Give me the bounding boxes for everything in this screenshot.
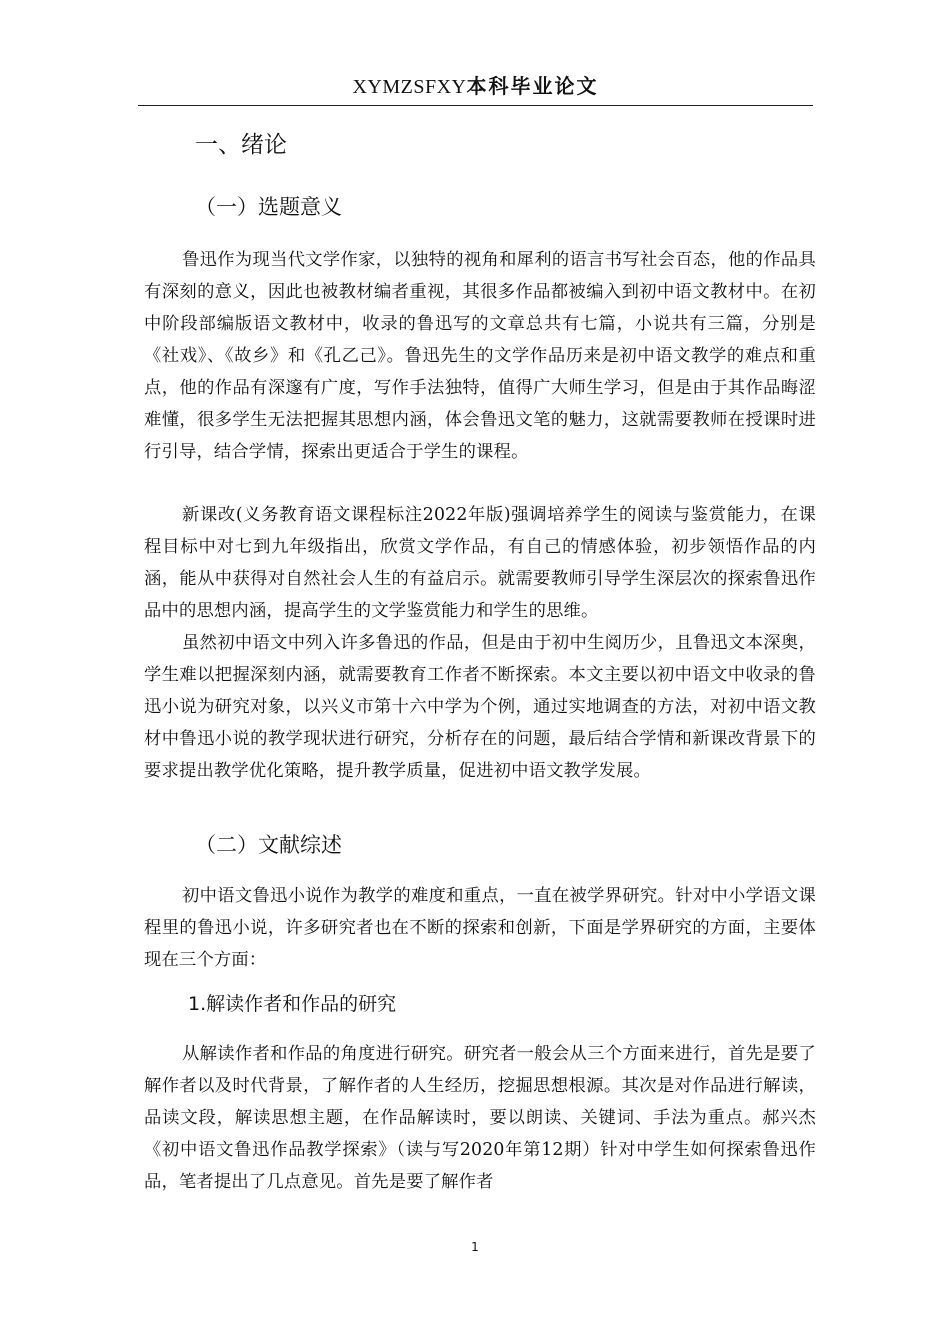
section-title-significance: （一）选题意义 [195, 195, 342, 219]
paragraph-1: 鲁迅作为现当代文学作家，以独特的视角和犀利的语言书写社会百态，他的作品具有深刻的意义，因此也被教材编者重视，其很多作品都被编入到初中语文教材中。在初中阶段部编版语文教材中，收录的鲁迅写的文章总共有七篇，小说共有三篇，分别是《社戏》、《故乡》和《孔乙己》。鲁迅先生的文学作品历来是初中语文教学的难点和重点，他的作品有深邃有广度，写作手法独特，值得广大师生学习，但是由于其作品晦涩难懂，很多学生无法把握其思想内涵，体会鲁迅文笔的魅力，这就需要教师在授课时进行引导，结合学情，探索出更适合于学生的课程。 [144, 250, 816, 462]
subsection-title-author-works: 1.解读作者和作品的研究 [188, 993, 397, 1015]
page-header [138, 70, 813, 106]
chapter-title: 一、绪论 [195, 132, 287, 158]
paragraph-4: 初中语文鲁迅小说作为教学的难度和重点，一直在被学界研究。针对中小学语文课程里的鲁迅小说，许多研究者也在不断的探索和创新，下面是学界研究的方面，主要体现在三个方面： [144, 886, 816, 970]
paragraph-2: 新课改(义务教育语文课程标注2022年版)强调培养学生的阅读与鉴赏能力，在课程目标中对七到九年级指出，欣赏文学作品，有自己的情感体验，初步领悟作品的内涵，能从中获得对自然社会人生的有益启示。就需要教师引导学生深层次的探索鲁迅作品中的思想内涵，提高学生的文学鉴赏能力和学生的思维。 [144, 505, 816, 621]
page-number: 1 [471, 1240, 479, 1254]
header-code: XYMZSFXY [352, 76, 467, 98]
section-title-literature-review: （二）文献综述 [195, 833, 342, 857]
header-title: 本科毕业论文 [466, 74, 599, 98]
paragraph-5: 从解读作者和作品的角度进行研究。研究者一般会从三个方面来进行，首先是要了解作者以及时代背景，了解作者的人生经历，挖掘思想根源。其次是对作品进行解读，品读文段，解读思想主题，在作品解读时，要以朗读、关键词、手法为重点。郝兴杰《初中语文鲁迅作品教学探索》（读与写2020年第12期）针对中学生如何探索鲁迅作品，笔者提出了几点意见。首先是要了解作者 [144, 1044, 816, 1192]
paragraph-3: 虽然初中语文中列入许多鲁迅的作品，但是由于初中生阅历少，且鲁迅文本深奥，学生难以把握深刻内涵，就需要教育工作者不断探索。本文主要以初中语文中收录的鲁迅小说为研究对象，以兴义市第十六中学为个例，通过实地调查的方法，对初中语文教材中鲁迅小说的教学现状进行研究，分析存在的问题，最后结合学情和新课改背景下的要求提出教学优化策略，提升教学质量，促进初中语文教学发展。 [144, 633, 816, 781]
